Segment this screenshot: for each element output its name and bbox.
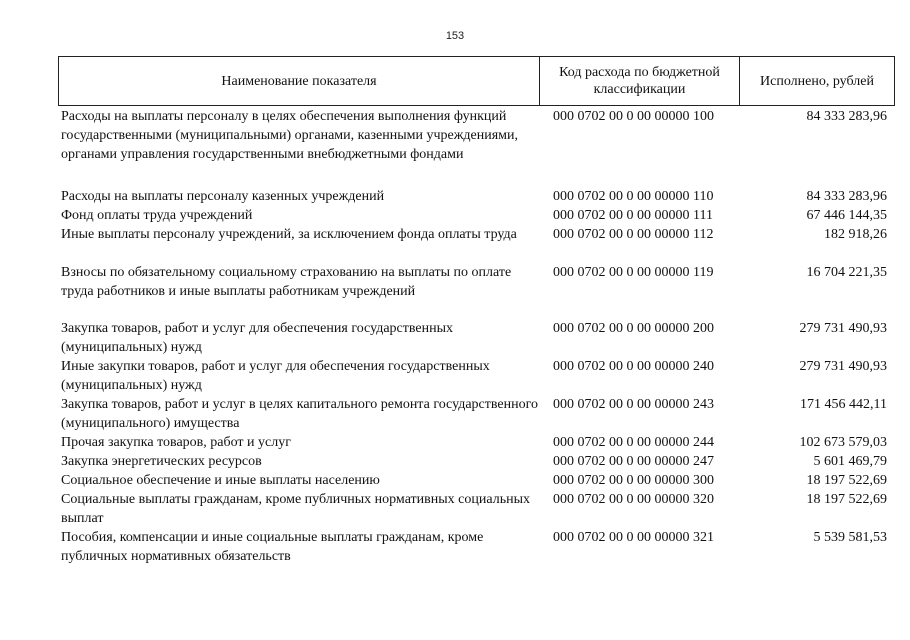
row-amount: 67 446 144,35 (806, 208, 887, 223)
table-row (58, 452, 895, 471)
row-code: 000 0702 00 0 00 00000 243 (553, 397, 714, 412)
row-amount: 84 333 283,96 (806, 109, 887, 124)
row-name: Расходы на выплаты персоналу казенных учреждений (61, 189, 385, 204)
row-name: Прочая закупка товаров, работ и услуг (61, 435, 291, 450)
table-row (58, 490, 895, 528)
row-code: 000 0702 00 0 00 00000 240 (553, 359, 714, 374)
table-header (58, 56, 895, 106)
row-amount: 5 601 469,79 (813, 454, 887, 469)
row-code: 000 0702 00 0 00 00000 112 (553, 227, 714, 242)
table-row (58, 471, 895, 490)
row-name: Социальное обеспечение и иные выплаты населению (61, 473, 380, 488)
row-amount: 171 456 442,11 (800, 397, 887, 412)
header-amount-column: Исполнено, рублей (760, 73, 874, 89)
row-code: 000 0702 00 0 00 00000 111 (553, 208, 713, 223)
table-row (58, 433, 895, 452)
header-code-column: Код расхода по бюджетной классификации (540, 57, 740, 105)
row-amount: 18 197 522,69 (806, 492, 887, 507)
row-name: Иные выплаты персоналу учреждений, за исключением фонда оплаты труда (61, 227, 517, 242)
table-row (58, 263, 895, 319)
row-amount: 182 918,26 (824, 227, 887, 242)
page-number: 153 (445, 30, 465, 42)
row-code: 000 0702 00 0 00 00000 244 (553, 435, 714, 450)
header-name-column: Наименование показателя (59, 57, 540, 105)
row-amount: 16 704 221,35 (806, 265, 887, 280)
row-name: Пособия, компенсации и иные социальные выплаты гражданам, кроме публичных нормативных обязательств (61, 530, 484, 564)
row-amount: 18 197 522,69 (806, 473, 887, 488)
row-code: 000 0702 00 0 00 00000 200 (553, 321, 714, 336)
row-name: Иные закупки товаров, работ и услуг для обеспечения государственных (муниципальных) нужд (61, 359, 490, 393)
row-code: 000 0702 00 0 00 00000 100 (553, 109, 714, 124)
row-code: 000 0702 00 0 00 00000 300 (553, 473, 714, 488)
row-name: Взносы по обязательному социальному страхованию на выплаты по оплате труда работников и иные выплаты работникам учреждений (61, 265, 512, 299)
row-amount: 279 731 490,93 (799, 359, 887, 374)
row-name: Закупка энергетических ресурсов (61, 454, 262, 469)
row-code: 000 0702 00 0 00 00000 247 (553, 454, 714, 469)
row-name: Фонд оплаты труда учреждений (61, 208, 253, 223)
row-name: Закупка товаров, работ и услуг для обеспечения государственных (муниципальных) нужд (61, 321, 454, 355)
table-row (58, 187, 895, 206)
row-amount: 279 731 490,93 (799, 321, 887, 336)
row-code: 000 0702 00 0 00 00000 110 (553, 189, 714, 204)
row-name: Социальные выплаты гражданам, кроме публичных нормативных социальных выплат (61, 492, 530, 526)
row-code: 000 0702 00 0 00 00000 321 (553, 530, 714, 545)
table-row (58, 107, 895, 187)
table-row (58, 528, 895, 566)
row-name: Закупка товаров, работ и услуг в целях капитального ремонта государственного (муниципального) имущества (61, 397, 538, 431)
row-amount: 84 333 283,96 (806, 189, 887, 204)
row-code: 000 0702 00 0 00 00000 320 (553, 492, 714, 507)
row-code: 000 0702 00 0 00 00000 119 (553, 265, 714, 280)
table-body (58, 107, 895, 566)
table-row (58, 319, 895, 357)
table-row (58, 206, 895, 225)
row-amount: 102 673 579,03 (799, 435, 887, 450)
row-name: Расходы на выплаты персоналу в целях обеспечения выполнения функций государственными (муниципальными) органами, казенными учреждениями, органами управления государственными внебюджетными фондами (61, 109, 518, 162)
table-row (58, 225, 895, 263)
table-row (58, 357, 895, 395)
table-row (58, 395, 895, 433)
row-amount: 5 539 581,53 (813, 530, 887, 545)
